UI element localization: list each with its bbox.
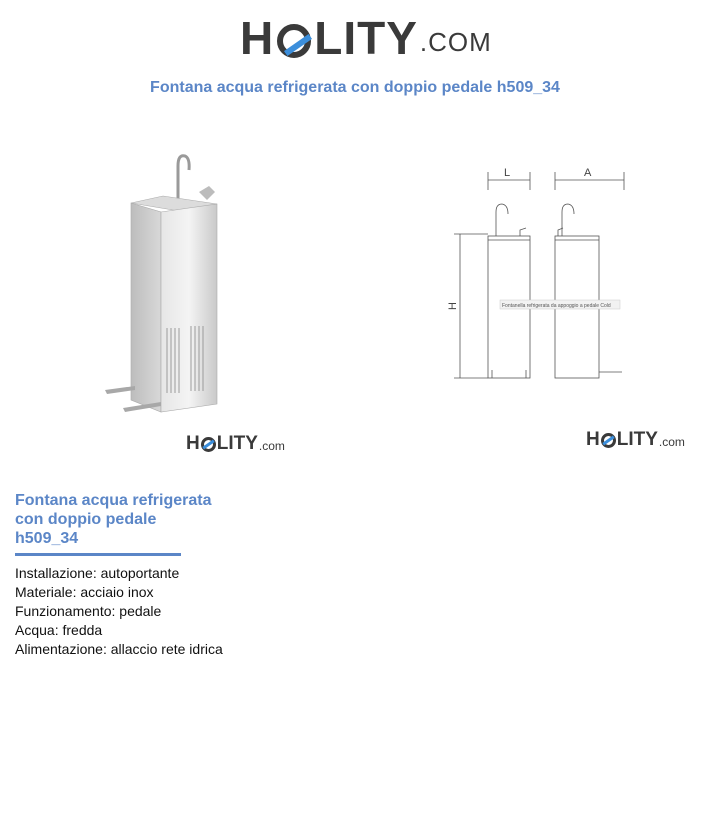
holity-logo[interactable] xyxy=(240,14,492,62)
product-name xyxy=(15,491,275,548)
title-divider xyxy=(15,553,181,556)
dimension-a-label: A xyxy=(584,167,592,179)
logo-tld: .COM xyxy=(419,27,492,57)
logo-o-mark xyxy=(601,433,616,448)
spec-materiale: Materiale: acciaio inox xyxy=(15,584,154,600)
product-photo xyxy=(95,148,225,418)
product-code: h509_34 xyxy=(15,530,79,547)
logo-tld: .com xyxy=(658,435,685,449)
product-name-line: Fontana acqua refrigerata xyxy=(15,492,212,509)
drawing-logo xyxy=(586,430,685,450)
spec-alimentazione: Alimentazione: allaccio rete idrica xyxy=(15,641,223,657)
spec-installazione: Installazione: autoportante xyxy=(15,565,180,581)
logo-o-mark xyxy=(201,437,216,452)
technical-drawing xyxy=(440,160,640,390)
logo-h: H xyxy=(186,433,200,454)
dimension-l-label: L xyxy=(504,167,511,179)
drawing-caption: Fontanella refrigerata da appoggio a pedale Cold xyxy=(502,303,611,309)
logo-h: H xyxy=(240,12,275,64)
logo-rest: LITY xyxy=(616,429,658,450)
logo-h: H xyxy=(586,429,600,450)
photo-logo xyxy=(186,434,285,454)
logo-rest: LITY xyxy=(216,433,258,454)
spec-acqua: Acqua: fredda xyxy=(15,622,103,638)
product-name-line: con doppio pedale xyxy=(15,511,157,528)
spec-list xyxy=(15,564,223,659)
logo-tld: .com xyxy=(258,439,285,453)
dimension-h-label: H xyxy=(447,302,459,310)
logo-o-mark xyxy=(277,24,311,58)
logo-rest: LITY xyxy=(314,12,418,64)
spec-funzionamento: Funzionamento: pedale xyxy=(15,603,162,619)
page-title: Fontana acqua refrigerata con doppio pedale h509_34 xyxy=(150,79,560,96)
